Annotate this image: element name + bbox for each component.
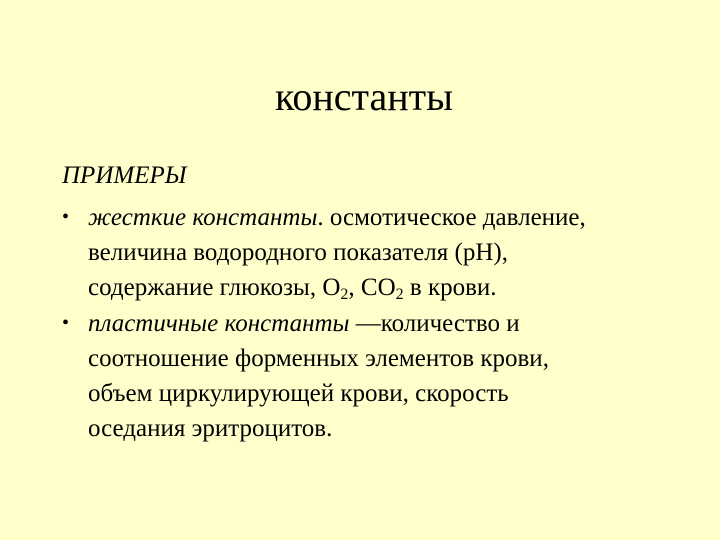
slide-title: [0, 72, 720, 122]
bullet-line: [88, 306, 682, 341]
bullet-text: содержание глюкозы, O: [88, 274, 341, 301]
subscript: 2: [395, 286, 404, 303]
bullet-term: пластичные константы: [88, 310, 350, 337]
bullet-text: —количество и: [349, 310, 520, 337]
bullet-line: объем циркулирующей крови, скорость: [88, 380, 509, 407]
bullet-line: величина водородного показателя (pH),: [88, 239, 508, 266]
subscript: 2: [340, 286, 349, 303]
slide-title-text: константы: [274, 74, 454, 119]
bullet-text: в крови.: [403, 274, 497, 301]
bullet-term: жесткие константы: [88, 204, 318, 231]
bullet-list: [62, 200, 682, 447]
bullet-rigid-constants: [62, 200, 682, 305]
bullet-plastic-constants: [62, 306, 682, 446]
bullet-line: оседания эритроцитов.: [88, 415, 333, 442]
bullet-text: осмотическое давление,: [323, 204, 586, 231]
bullet-term-sep: .: [317, 204, 324, 231]
bullet-dot-icon: •: [62, 312, 70, 334]
bullet-dot-icon: •: [62, 206, 70, 228]
bullet-line: [88, 200, 682, 235]
bullet-text: , CO: [348, 274, 396, 301]
bullet-line: соотношение форменных элементов крови,: [88, 345, 549, 372]
examples-heading: ПРИМЕРЫ: [62, 162, 187, 189]
bullet-line: [88, 270, 682, 305]
